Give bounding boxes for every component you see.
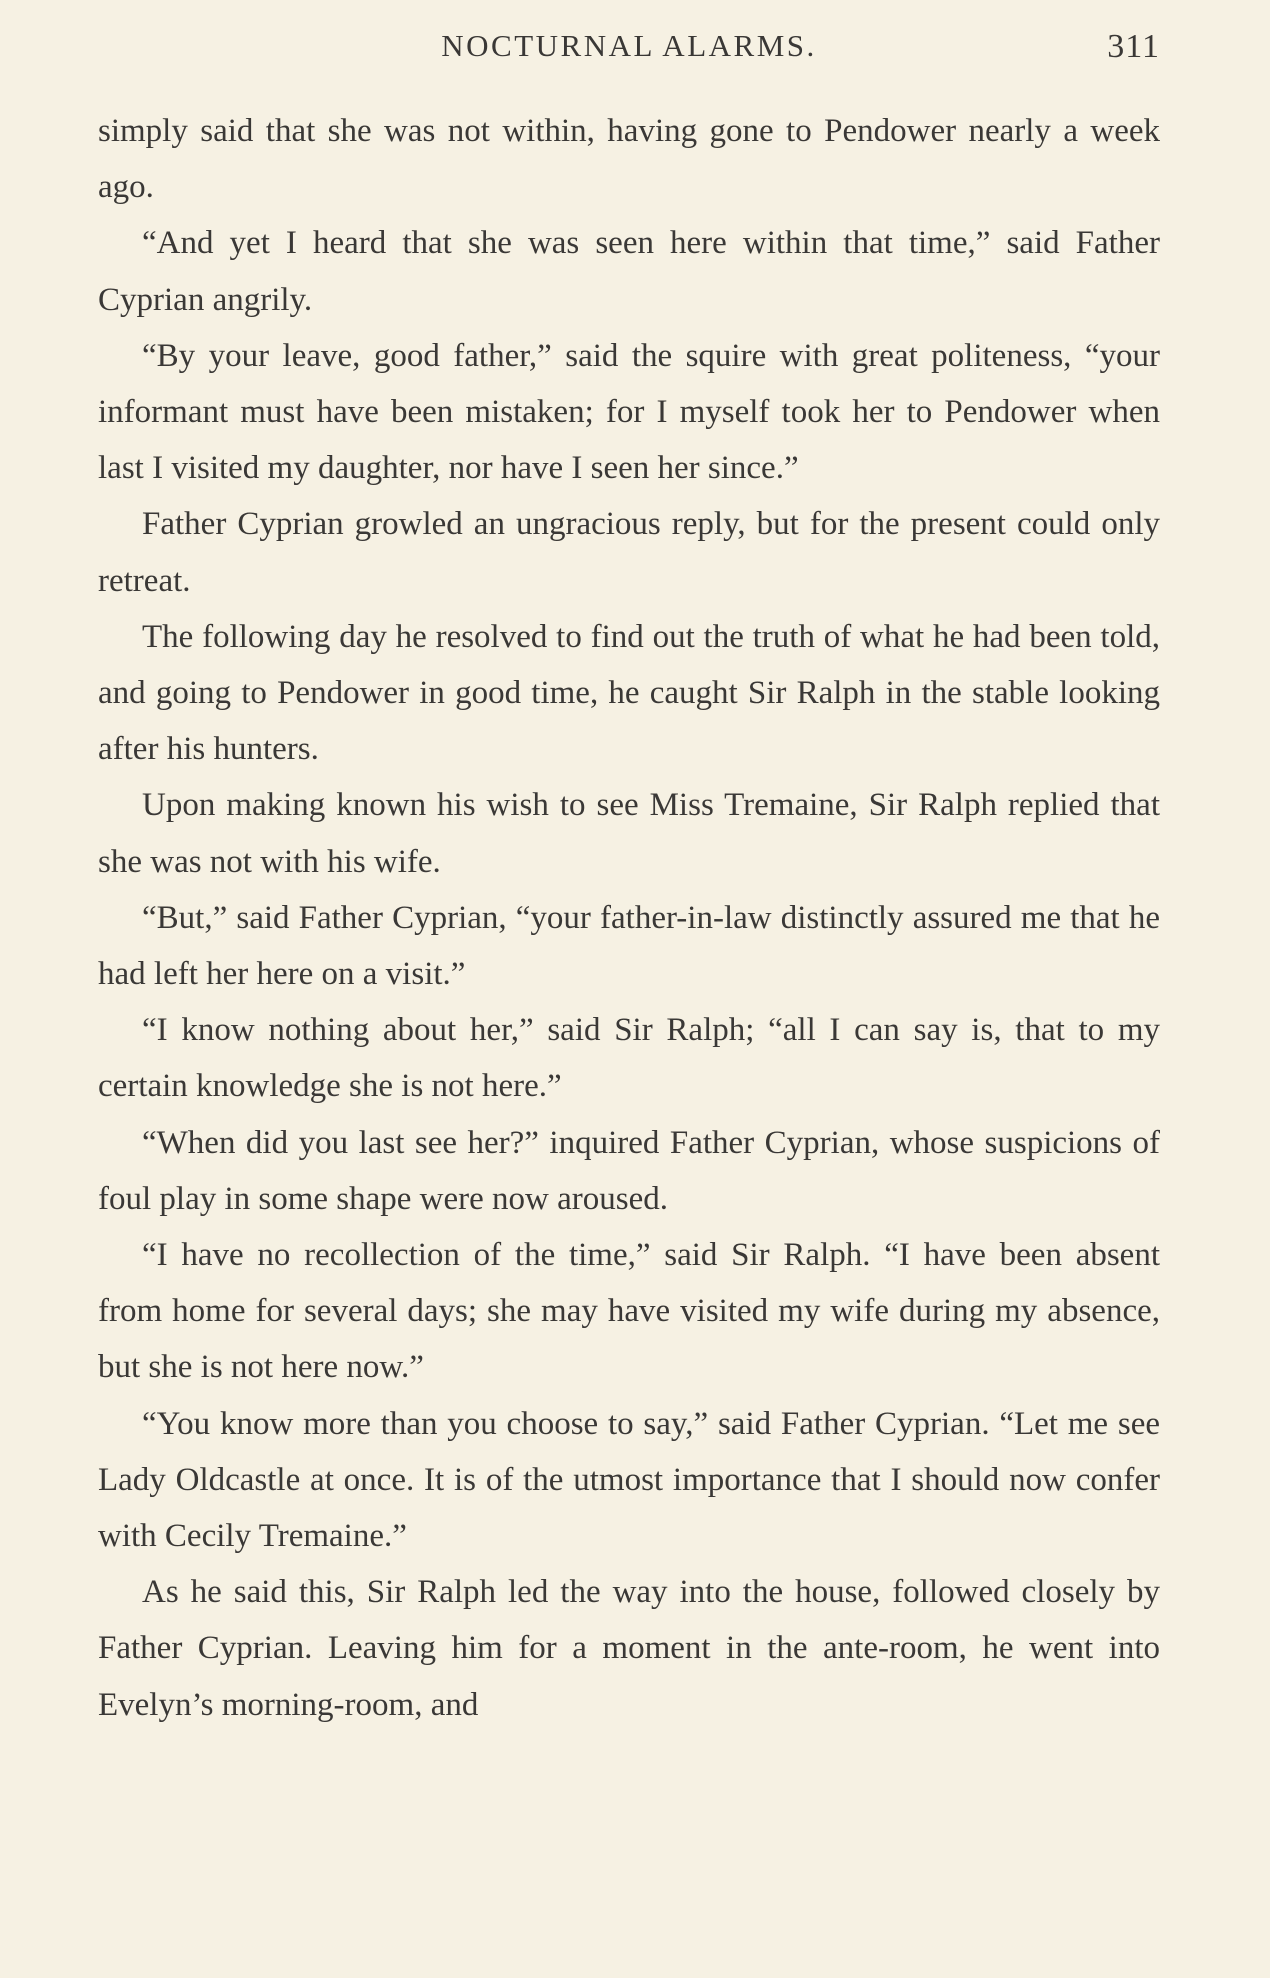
page-number: 311 — [1107, 28, 1160, 65]
paragraph: The following day he resolved to find out the truth of what he had been told, and going to Pendower in good time, he caught Sir Ralph in the stable looking after his hunters. — [98, 618, 1160, 768]
running-header — [98, 24, 1160, 74]
paragraph: “But,” said Father Cyprian, “your father-in-law distinctly assured me that he had left her here on a visit.” — [98, 899, 1160, 993]
running-title: NOCTURNAL ALARMS. — [441, 28, 817, 63]
paragraph: “I know nothing about her,” said Sir Ralph; “all I can say is, that to my certain knowledge she is not here.” — [98, 1012, 1160, 1105]
body-text — [98, 103, 1160, 1733]
paragraph: simply said that she was not within, having gone to Pendower nearly a week ago. — [98, 113, 1160, 206]
paragraph: “By your leave, good father,” said the squire with great politeness, “your informant must have been mistaken; for I myself took her to Pendower when last I visited my daughter, nor have I seen her since.” — [98, 337, 1160, 487]
paragraph: Upon making known his wish to see Miss Tremaine, Sir Ralph replied that she was not with his wife. — [98, 787, 1160, 880]
paragraph: “When did you last see her?” inquired Father Cyprian, whose suspicions of foul play in some shape were now aroused. — [98, 1124, 1160, 1217]
paragraph: “I have no recollection of the time,” said Sir Ralph. “I have been absent from home for several days; she may have visited my wife during my absence, but she is not here now.” — [98, 1237, 1160, 1386]
paragraph: As he said this, Sir Ralph led the way into the house, followed closely by Father Cyprian. Leaving him for a moment in the ante-room, he went into Evelyn’s morning-room, and — [98, 1574, 1160, 1723]
paragraph: “And yet I heard that she was seen here within that time,” said Father Cyprian angrily. — [98, 225, 1160, 318]
paragraph: Father Cyprian growled an ungracious reply, but for the present could only retreat. — [98, 506, 1160, 599]
paragraph: “You know more than you choose to say,” said Father Cyprian. “Let me see Lady Oldcastle at once. It is of the utmost importance that I should now confer with Cecily Tremaine.” — [98, 1405, 1160, 1555]
